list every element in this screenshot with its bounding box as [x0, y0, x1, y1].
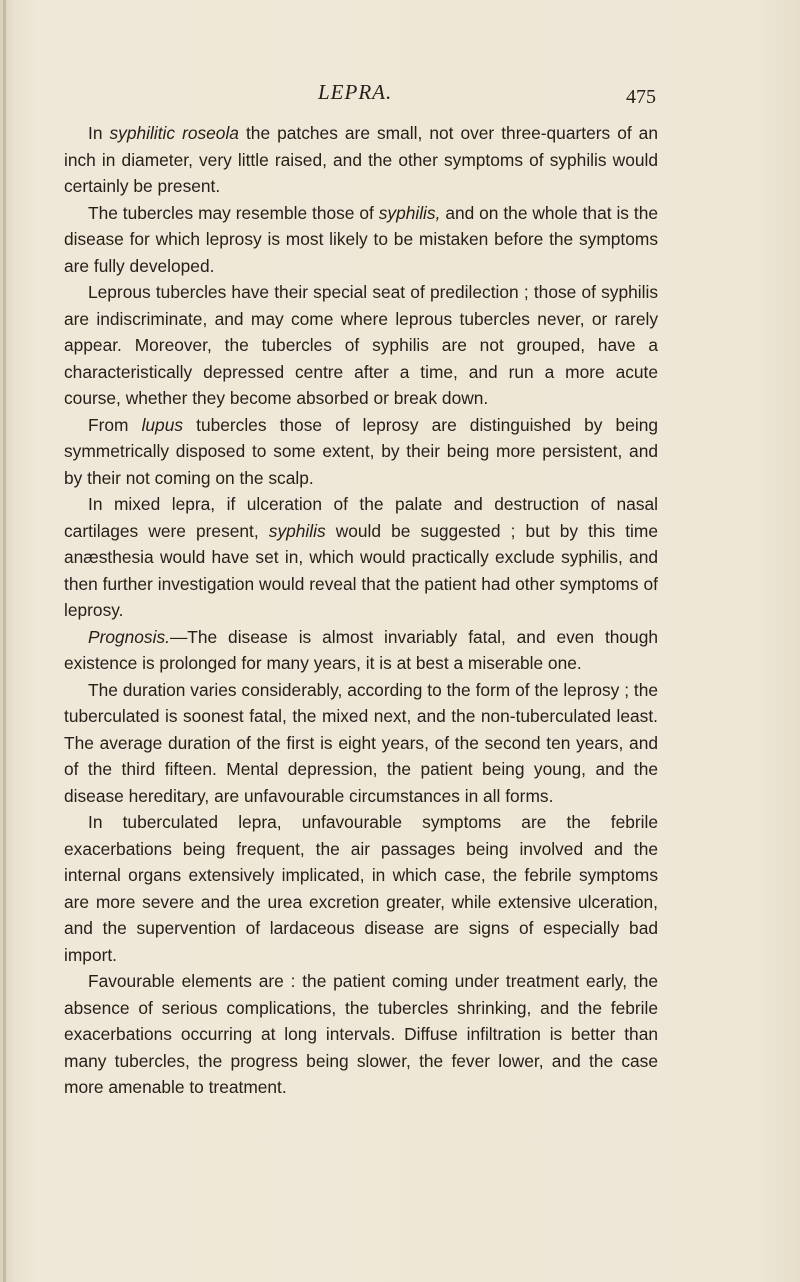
paragraph: [64, 412, 658, 492]
body-text: [64, 120, 658, 1101]
paragraph: [64, 809, 658, 968]
text-run: and on the whole that is the disease for which leprosy is most likely to be mistaken before the symptoms are fully developed.: [64, 202, 658, 276]
page-header: [64, 76, 658, 116]
italic-term: syphilis: [268, 520, 326, 541]
italic-term: syphilis,: [378, 202, 441, 223]
running-title: LEPRA.: [318, 80, 393, 104]
paragraph: [64, 279, 658, 412]
page-number: 475: [626, 86, 656, 108]
paragraph: [64, 491, 658, 624]
text-run: In tuberculated lepra, unfavourable symptoms are the febrile exacerbations being frequent, the air passages being involved and the internal organs extensively implicated, in which case, the febrile symptoms are more severe and the urea excretion greater, while extensive ulceration, and the supervention of lardaceous disease are signs of especially bad import.: [64, 812, 658, 965]
text-run: In mixed lepra, if ulceration of the palate and destruction of nasal cartilages were present,: [64, 494, 658, 541]
text-run: Favourable elements are : the patient coming under treatment early, the absence of serious complications, the tubercles shrinking, and the febrile exacerbations occurring at long intervals. Diffuse infiltration is better than many tubercles, the progress being slower, the fever lower, and the case more amenable to treatment.: [64, 971, 658, 1097]
paragraph: [64, 677, 658, 810]
binding-edge: [3, 0, 6, 1282]
text-run: tubercles those of leprosy are distinguished by being symmetrically disposed to some extent, by their being more persistent, and by their not coming on the scalp.: [64, 414, 658, 488]
italic-term: lupus: [141, 414, 184, 435]
text-run: —The disease is almost invariably fatal, and even though existence is prolonged for many years, it is at best a miserable one.: [64, 626, 658, 673]
text-run: Leprous tubercles have their special seat of predilection ; those of syphilis are indiscriminate, and may come where leprous tubercles never, or rarely appear. Moreover, the tubercles of syphilis are not grouped, have a characteristically depressed centre after a time, and run a more acute course, whether they become absorbed or break down.: [64, 282, 658, 408]
paragraph: [64, 968, 658, 1101]
paragraph: [64, 200, 658, 280]
section-heading-prognosis: Prognosis.: [88, 626, 170, 647]
text-run: The duration varies considerably, according to the form of the leprosy ; the tuberculated is soonest fatal, the mixed next, and the non-tuberculated least. The average duration of the first is eight years, of the second ten years, and of the third fifteen. Mental depression, the patient being young, and the disease hereditary, are unfavourable circumstances in all forms.: [64, 679, 658, 806]
text-run: would be suggested ; but by this time anæsthesia would have set in, which would practically exclude syphilis, and then further investigation would reveal that the patient had other symptoms of leprosy.: [64, 520, 658, 620]
paragraph: [64, 120, 658, 200]
text-run: The tubercles may resemble those of: [88, 202, 379, 223]
text-run: the patches are small, not over three-quarters of an inch in diameter, very little raised, and the other symptoms of syphilis would certainly be present.: [64, 123, 658, 196]
paragraph-prognosis: [64, 624, 658, 677]
text-run: From: [88, 414, 142, 435]
italic-term: syphilitic roseola: [109, 123, 239, 143]
text-run: In: [88, 123, 110, 143]
